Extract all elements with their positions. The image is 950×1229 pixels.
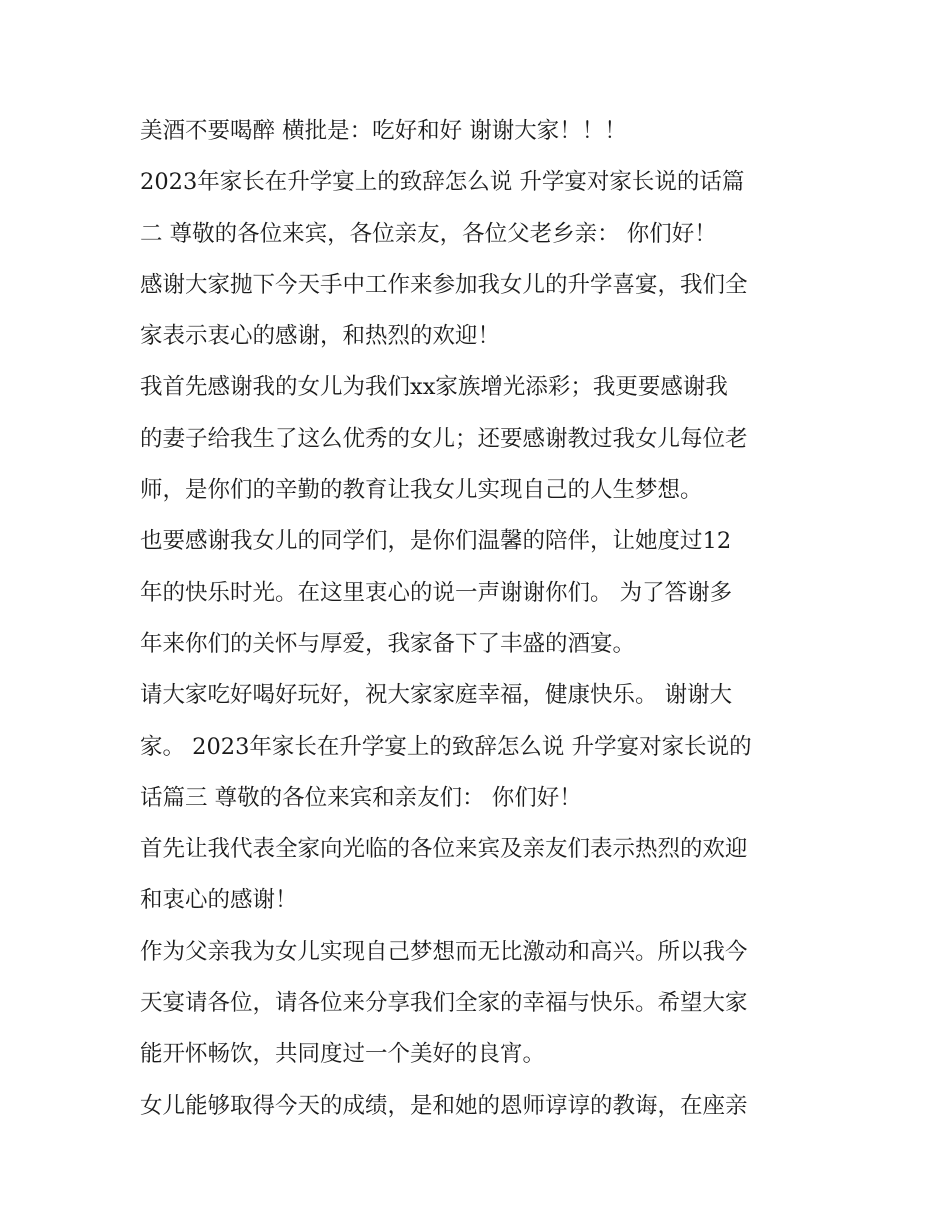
text-line: 女儿能够取得今天的成绩，是和她的恩师谆谆的教诲，在座亲 (140, 1092, 748, 1119)
text-line: 首先让我代表全家向光临的各位来宾及亲友们表示热烈的欢迎 (140, 836, 748, 863)
text-line: 年的快乐时光。在这里衷心的说一声谢谢你们。 为了答谢多 (140, 579, 733, 606)
text-line: 家。 2023年家长在升学宴上的致辞怎么说 升学宴对家长说的 (140, 733, 752, 760)
text-line: 的妻子给我生了这么优秀的女儿；还要感谢教过我女儿每位老 (140, 425, 748, 452)
text-line: 师，是你们的辛勤的教育让我女儿实现自己的人生梦想。 (140, 477, 703, 504)
text-line: 也要感谢我女儿的同学们，是你们温馨的陪伴，让她度过12 (140, 528, 732, 555)
text-line: 美酒不要喝醉 横批是：吃好和好 谢谢大家！！！ (140, 118, 627, 144)
text-line: 话篇三 尊敬的各位来宾和亲友们： 你们好！ (140, 784, 582, 811)
text-line: 我首先感谢我的女儿为我们xx家族增光添彩；我更要感谢我 (140, 374, 728, 401)
text-line: 年来你们的关怀与厚爱，我家备下了丰盛的酒宴。 (140, 630, 636, 657)
text-line: 感谢大家抛下今天手中工作来参加我女儿的升学喜宴，我们全 (140, 271, 748, 298)
text-line: 能开怀畅饮，共同度过一个美好的良宵。 (140, 1041, 546, 1068)
text-line: 和衷心的感谢！ (140, 887, 298, 914)
text-line: 二 尊敬的各位来宾，各位亲友，各位父老乡亲： 你们好！ (140, 220, 717, 247)
text-line: 请大家吃好喝好玩好，祝大家家庭幸福，健康快乐。 谢谢大 (140, 682, 733, 709)
text-line: 作为父亲我为女儿实现自己梦想而无比激动和高兴。所以我今 (140, 938, 748, 965)
text-line: 2023年家长在升学宴上的致辞怎么说 升学宴对家长说的话篇 (140, 169, 745, 196)
text-line: 天宴请各位，请各位来分享我们全家的幸福与快乐。希望大家 (140, 990, 748, 1017)
document-body (140, 106, 830, 1132)
text-line: 家表示衷心的感谢，和热烈的欢迎！ (140, 323, 501, 350)
